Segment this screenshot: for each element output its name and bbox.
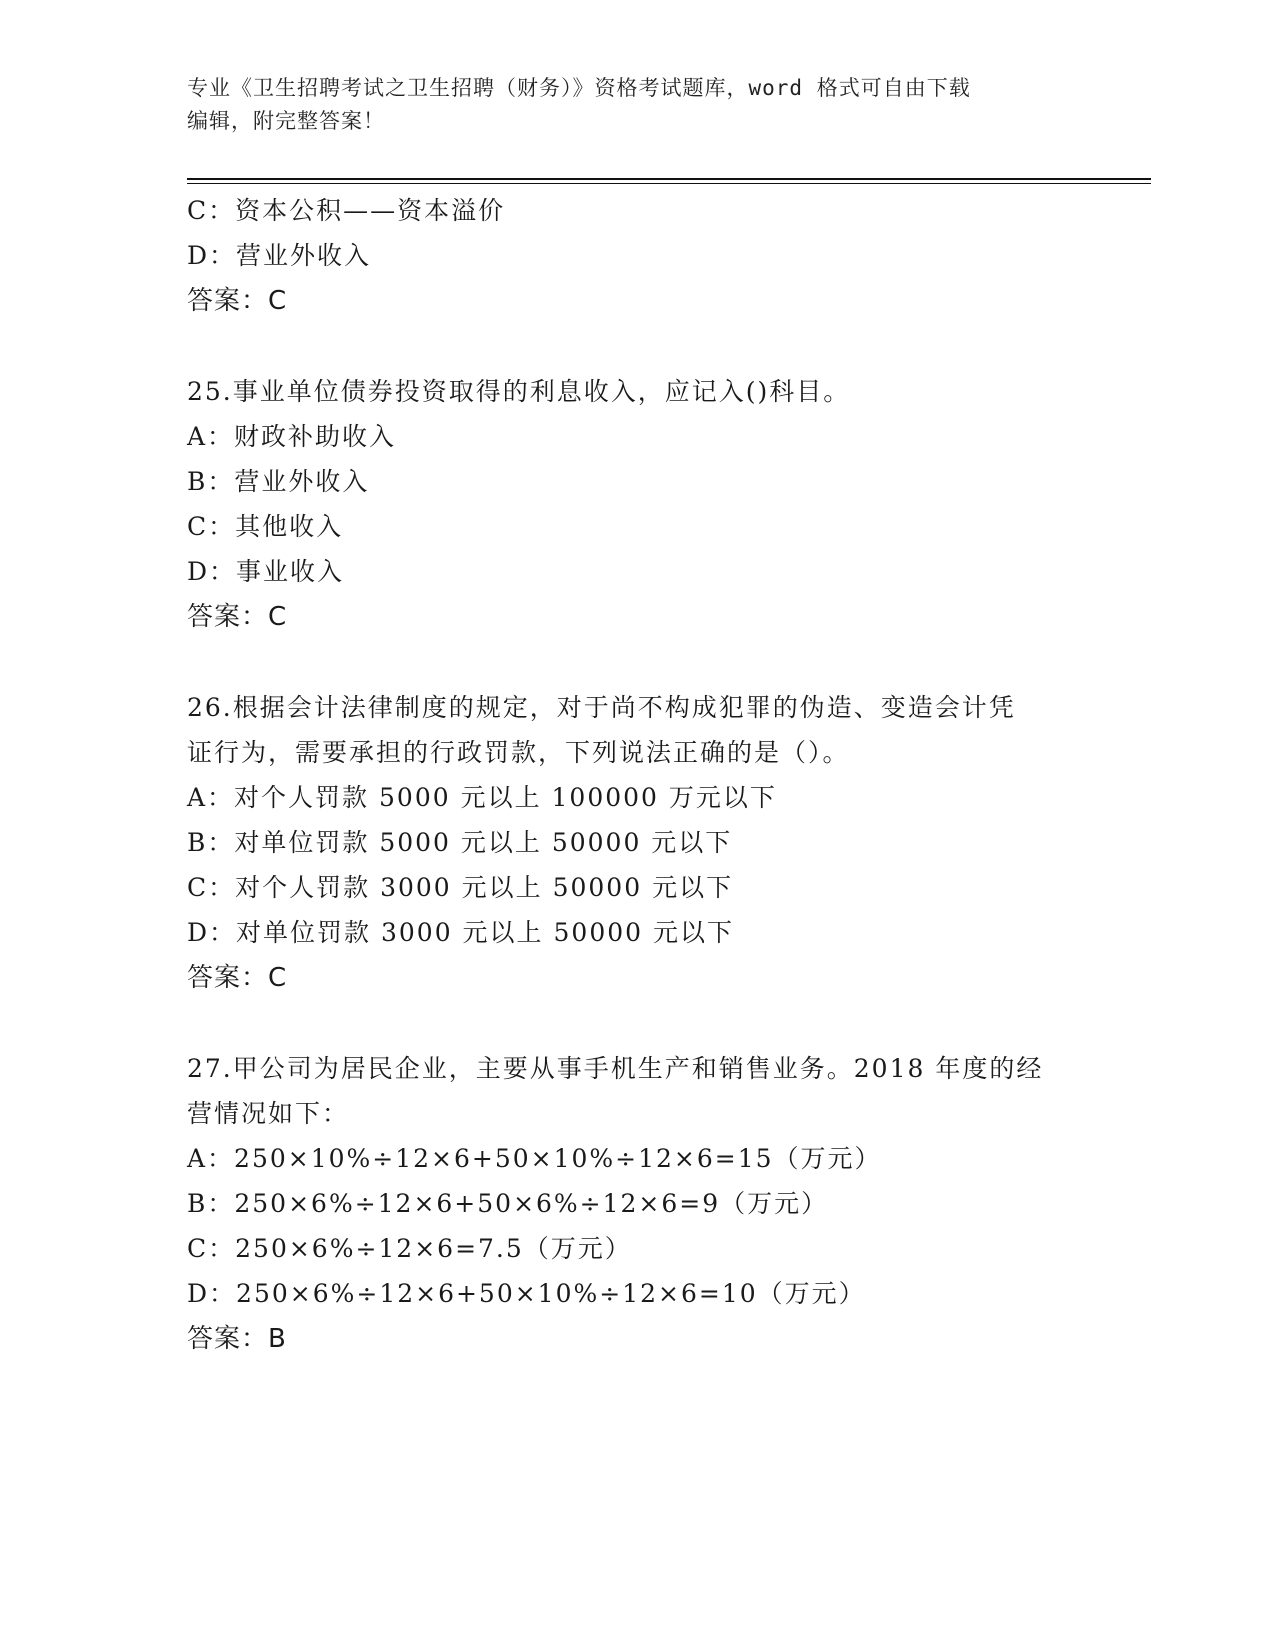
option-d: D：营业外收入 [187, 241, 372, 270]
option-a: A：250×10%÷12×6+50×10%÷12×6=15（万元） [187, 1144, 882, 1173]
option-d: D：事业收入 [187, 557, 345, 586]
option-a: A：财政补助收入 [187, 422, 397, 451]
option-b: B：250×6%÷12×6+50×6%÷12×6=9（万元） [187, 1189, 829, 1218]
spacer [187, 324, 1087, 369]
question-stem-line-2: 营情况如下： [187, 1099, 350, 1128]
spacer [187, 1001, 1087, 1046]
answer: 答案：C [187, 963, 288, 993]
question-stem: 25.事业单位债券投资取得的利息收入，应记入()科目。 [187, 377, 851, 406]
spacer [187, 640, 1087, 685]
option-c: C：250×6%÷12×6=7.5（万元） [187, 1234, 632, 1263]
question-27 [187, 1046, 1087, 1362]
header-divider-thick [187, 178, 1151, 180]
option-c: C：其他收入 [187, 512, 344, 541]
header-line-2: 编辑，附完整答案！ [187, 109, 385, 133]
question-stem-line-1: 26.根据会计法律制度的规定，对于尚不构成犯罪的伪造、变造会计凭 [187, 693, 1016, 722]
header-divider-thin [187, 183, 1151, 184]
option-d: D：对单位罚款 3000 元以上 50000 元以下 [187, 918, 734, 947]
answer: 答案：C [187, 286, 288, 316]
answer: 答案：C [187, 602, 288, 632]
option-c: C：对个人罚款 3000 元以上 50000 元以下 [187, 873, 734, 902]
option-d: D：250×6%÷12×6+50×10%÷12×6=10（万元） [187, 1279, 866, 1308]
option-a: A：对个人罚款 5000 元以上 100000 万元以下 [187, 783, 777, 812]
question-25 [187, 369, 1087, 640]
question-list [187, 188, 1087, 1362]
answer: 答案：B [187, 1324, 287, 1354]
question-stem-line-2: 证行为，需要承担的行政罚款，下列说法正确的是（）。 [187, 738, 850, 767]
header-line-1: 专业《卫生招聘考试之卫生招聘（财务）》资格考试题库，word 格式可自由下载 [187, 76, 971, 100]
question-24 [187, 188, 1087, 324]
option-b: B：对单位罚款 5000 元以上 50000 元以下 [187, 828, 733, 857]
document-header [187, 72, 1067, 138]
option-c: C：资本公积——资本溢价 [187, 196, 506, 225]
question-stem-line-1: 27.甲公司为居民企业，主要从事手机生产和销售业务。2018 年度的经 [187, 1054, 1044, 1083]
question-26 [187, 685, 1087, 1001]
option-b: B：营业外收入 [187, 467, 370, 496]
